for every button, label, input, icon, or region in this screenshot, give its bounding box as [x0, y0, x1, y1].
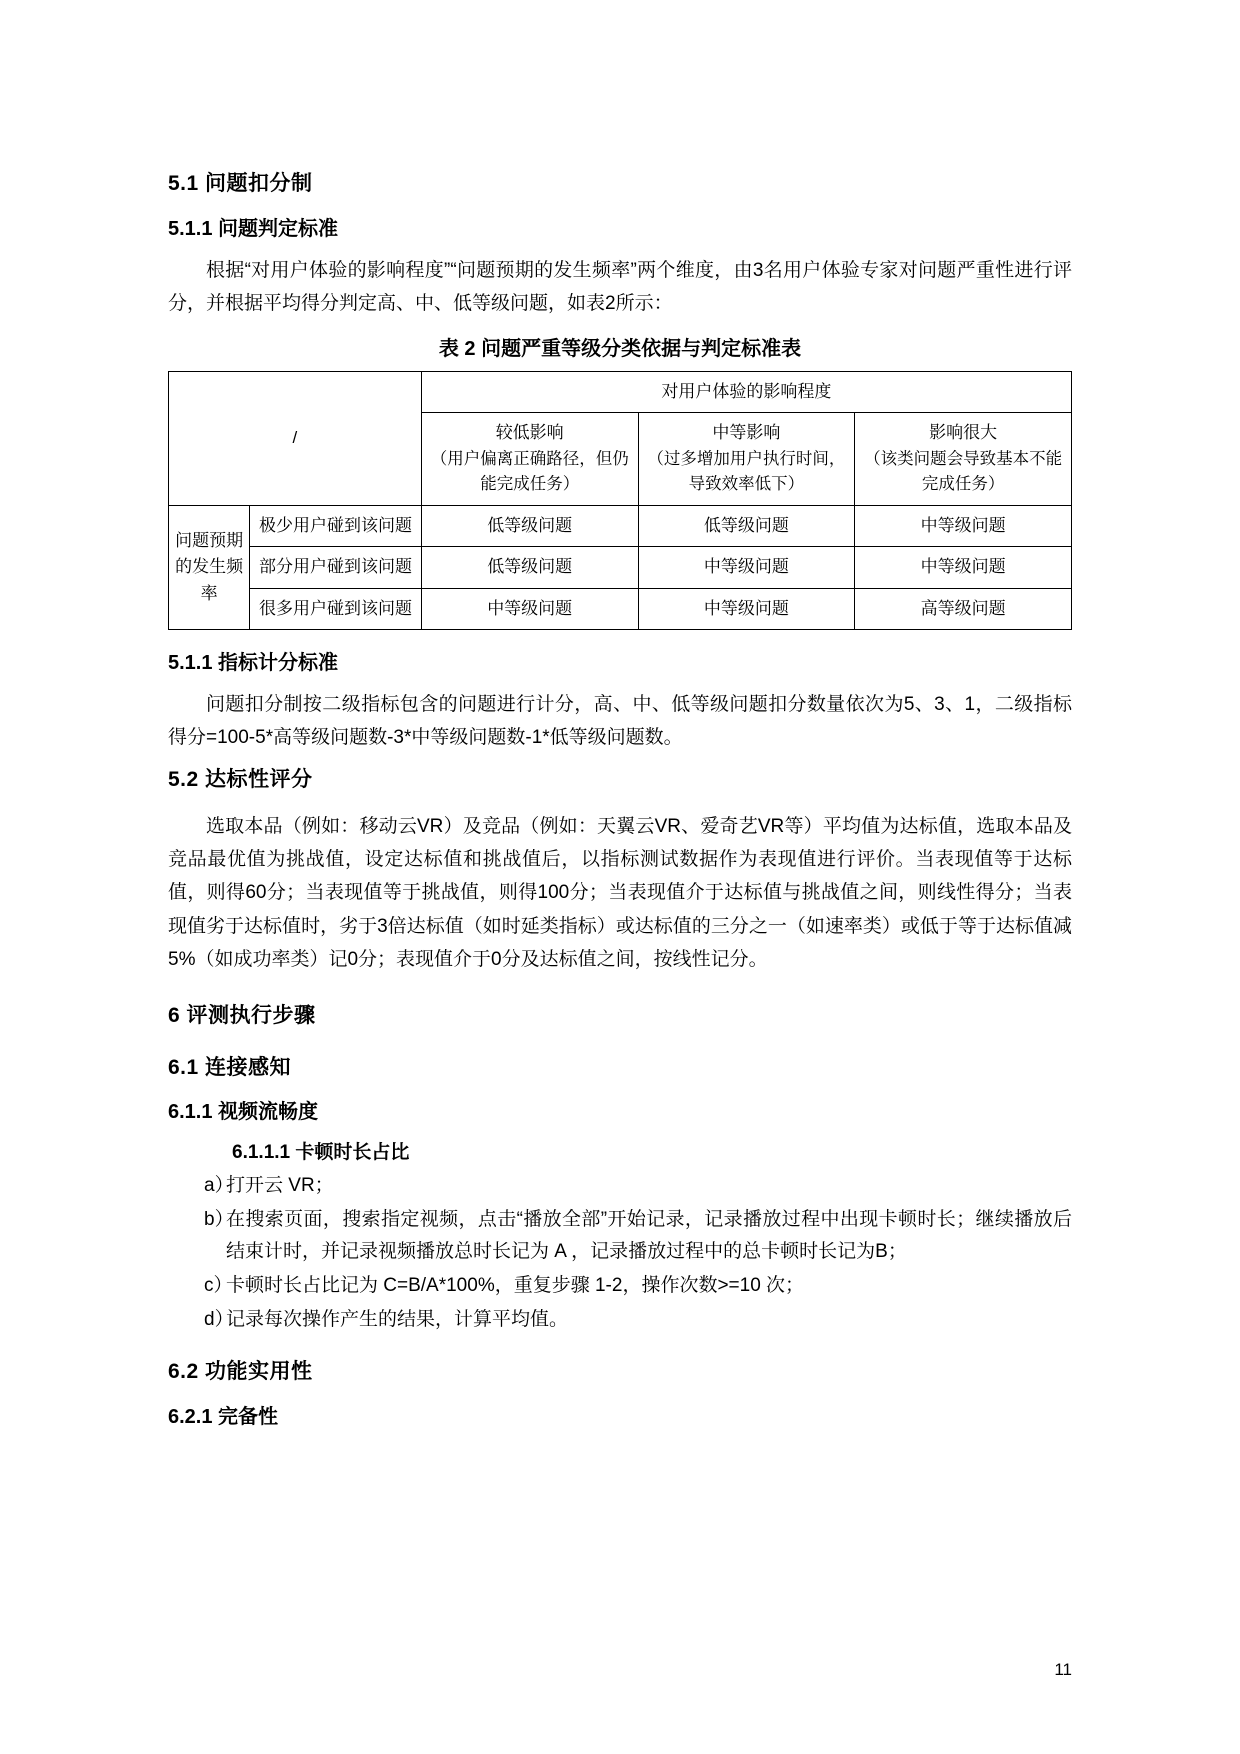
table-corner-cell: /: [169, 372, 422, 506]
cell-r3c1: 中等级问题: [421, 588, 638, 629]
section-heading-5-1-1-scoring: 5.1.1 指标计分标准: [168, 651, 339, 674]
table-impact-header: 对用户体验的影响程度: [421, 372, 1071, 413]
table-row: [169, 372, 1072, 413]
list-item-marker: b）: [204, 1208, 234, 1230]
row-label-2: 部分用户碰到该问题: [250, 547, 422, 588]
list-item-marker: d）: [204, 1308, 234, 1330]
list-item: [168, 1204, 1072, 1269]
paragraph-5-2: 选取本品（例如：移动云VR）及竞品（例如：天翼云VR、爱奇艺VR等）平均值为达标值，选取本品及竞品最优值为挑战值，设定达标值和挑战值后，以指标测试数据作为表现值进行评价。当表现值等于达标值，则得60分；当表现值等于挑战值，则得100分；当表现值介于达标值与挑战值之间，则线性得分；当表现值劣于达标值时，劣于3倍达标值（如时延类指标）或达标值的三分之一（如速率类）或低于等于达标值减5%（如成功率类）记0分；表现值介于0分及达标值之间，按线性记分。: [168, 815, 1072, 970]
table-impact-col-2: [638, 413, 855, 505]
table-row: [169, 588, 1072, 629]
table-frequency-label: 问题预期的发生频率: [169, 505, 250, 629]
list-item-text: 卡顿时长占比记为 C=B/A*100%，重复步骤 1-2，操作次数>=10 次；: [226, 1275, 805, 1297]
table-impact-col-3: [855, 413, 1072, 505]
cell-r1c2: 低等级问题: [638, 505, 855, 546]
page-number: 11: [1054, 1660, 1072, 1679]
paragraph-5-1-1-criteria: 根据“对用户体验的影响程度”“问题预期的发生频率”两个维度，由3名用户体验专家对问题严重性进行评分，并根据平均得分判定高、中、低等级问题，如表2所示：: [168, 259, 1072, 314]
section-heading-6-2: 6.2 功能实用性: [168, 1360, 313, 1384]
section-heading-5-2: 5.2 达标性评分: [168, 768, 313, 792]
section-heading-6: 6 评测执行步骤: [168, 1004, 316, 1028]
cell-r2c1: 低等级问题: [421, 547, 638, 588]
row-label-3: 很多用户碰到该问题: [250, 588, 422, 629]
impact-col-2-desc: （过多增加用户执行时间，导致效率低下）: [647, 449, 846, 494]
table-impact-col-1: [421, 413, 638, 505]
cell-r1c3: 中等级问题: [855, 505, 1072, 546]
list-item: [168, 1304, 1072, 1337]
list-item: [168, 1170, 1072, 1203]
cell-r3c2: 中等级问题: [638, 588, 855, 629]
section-heading-5-1-1-criteria: 5.1.1 问题判定标准: [168, 217, 339, 240]
section-heading-6-1-1: 6.1.1 视频流畅度: [168, 1101, 319, 1124]
cell-r2c3: 中等级问题: [855, 547, 1072, 588]
cell-r3c3: 高等级问题: [855, 588, 1072, 629]
section-heading-5-1: 5.1 问题扣分制: [168, 172, 313, 195]
section-heading-6-1-1-1: 6.1.1.1 卡顿时长占比: [232, 1142, 410, 1164]
list-item-text: 记录每次操作产生的结果，计算平均值。: [226, 1308, 569, 1330]
list-item-text: 打开云 VR；: [226, 1175, 334, 1197]
impact-col-1-title: 较低影响: [495, 423, 564, 443]
paragraph-5-1-1-scoring: 问题扣分制按二级指标包含的问题进行计分，高、中、低等级问题扣分数量依次为5、3、1，二级指标得分=100-5*高等级问题数-3*中等级问题数-1*低等级问题数。: [168, 693, 1072, 749]
table-row: [169, 505, 1072, 546]
table-row: [169, 547, 1072, 588]
section-heading-6-1: 6.1 连接感知: [168, 1055, 292, 1079]
steps-list: [168, 1170, 1072, 1336]
impact-col-1-desc: （用户偏离正确路径，但仍能完成任务）: [430, 449, 629, 494]
list-item-marker: a）: [204, 1175, 234, 1197]
section-heading-6-2-1: 6.2.1 完备性: [168, 1405, 279, 1428]
list-item: [168, 1270, 1072, 1303]
cell-r2c2: 中等级问题: [638, 547, 855, 588]
table-caption: 表 2 问题严重等级分类依据与判定标准表: [438, 338, 802, 360]
row-label-1: 极少用户碰到该问题: [250, 505, 422, 546]
cell-r1c1: 低等级问题: [421, 505, 638, 546]
list-item-text: 在搜索页面，搜索指定视频，点击“播放全部”开始记录，记录播放过程中出现卡顿时长；继续播放后结束计时，并记录视频播放总时长记为 A ，记录播放过程中的总卡顿时长记为B；: [226, 1208, 1072, 1263]
impact-col-3-desc: （该类问题会导致基本不能完成任务）: [864, 449, 1063, 494]
impact-col-2-title: 中等影响: [712, 423, 781, 443]
impact-col-3-title: 影响很大: [929, 423, 998, 443]
list-item-marker: c）: [204, 1275, 233, 1297]
severity-table: [168, 371, 1072, 630]
